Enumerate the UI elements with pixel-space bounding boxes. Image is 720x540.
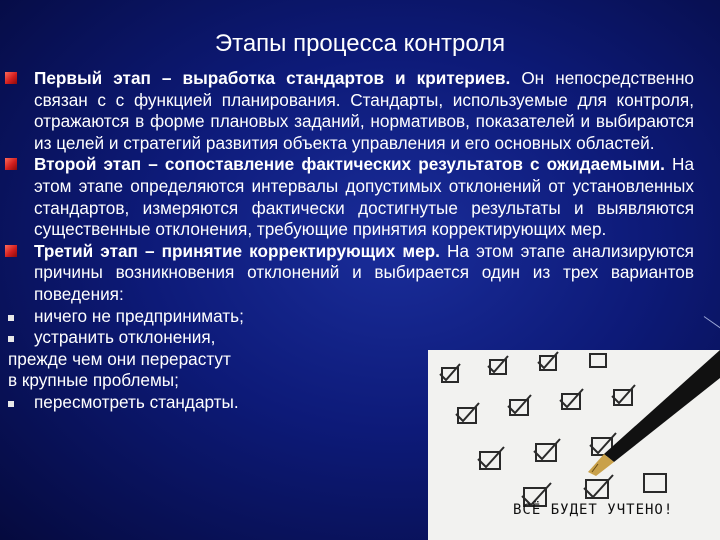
decorative-line: [704, 316, 720, 334]
red-square-bullet-icon: [5, 72, 17, 84]
fountain-pen-checklist-image: [428, 350, 720, 540]
stage-2-heading: Второй этап – сопоставление фактических результатов с ожидаемыми.: [34, 154, 665, 175]
slide-title: Этапы процесса контроля: [214, 30, 506, 57]
square-bullet-icon: [8, 401, 14, 407]
stage-3-text: На этом этапе анализируются причины возникновения отклонений и выбирается один из трех вариантов поведения:: [34, 240, 694, 304]
red-square-bullet-icon: [5, 245, 17, 257]
option-continuation: в крупные проблемы;: [8, 370, 179, 391]
stage-2-paragraph: [34, 154, 694, 240]
square-bullet-icon: [8, 336, 14, 342]
image-caption: ВСЁ БУДЕТ УЧТЕНО!: [513, 502, 674, 518]
stage-1-paragraph: [34, 68, 694, 154]
stage-3-paragraph: [34, 241, 694, 306]
stage-1-heading: Первый этап – выработка стандартов и критериев.: [34, 68, 511, 88]
stage-3-heading: Третий этап – принятие корректирующих мер.: [34, 240, 440, 261]
red-square-bullet-icon: [5, 158, 17, 170]
square-bullet-icon: [8, 315, 14, 321]
option-item: ничего не предпринимать;: [34, 306, 414, 328]
option-continuation: прежде чем они перерастут: [8, 348, 231, 369]
option-item: устранить отклонения,: [34, 327, 414, 349]
stage-2-text: На этом этапе определяются интервалы допустимых отклонений от установленных стандартов, измеряются фактически достигнутые результаты и выявляются существенные отклонения, требующие принятия корректирующих мер.: [34, 154, 695, 240]
option-item: пересмотреть стандарты.: [34, 392, 414, 414]
stage-1-text: Он непосредственно связан с с функцией планирования. Стандарты, используемые для контроля, отражаются в форме плановых заданий, нормативов, показателей и выбираются из целей и стратегий развития объекта управления и его основных областей.: [34, 68, 694, 153]
